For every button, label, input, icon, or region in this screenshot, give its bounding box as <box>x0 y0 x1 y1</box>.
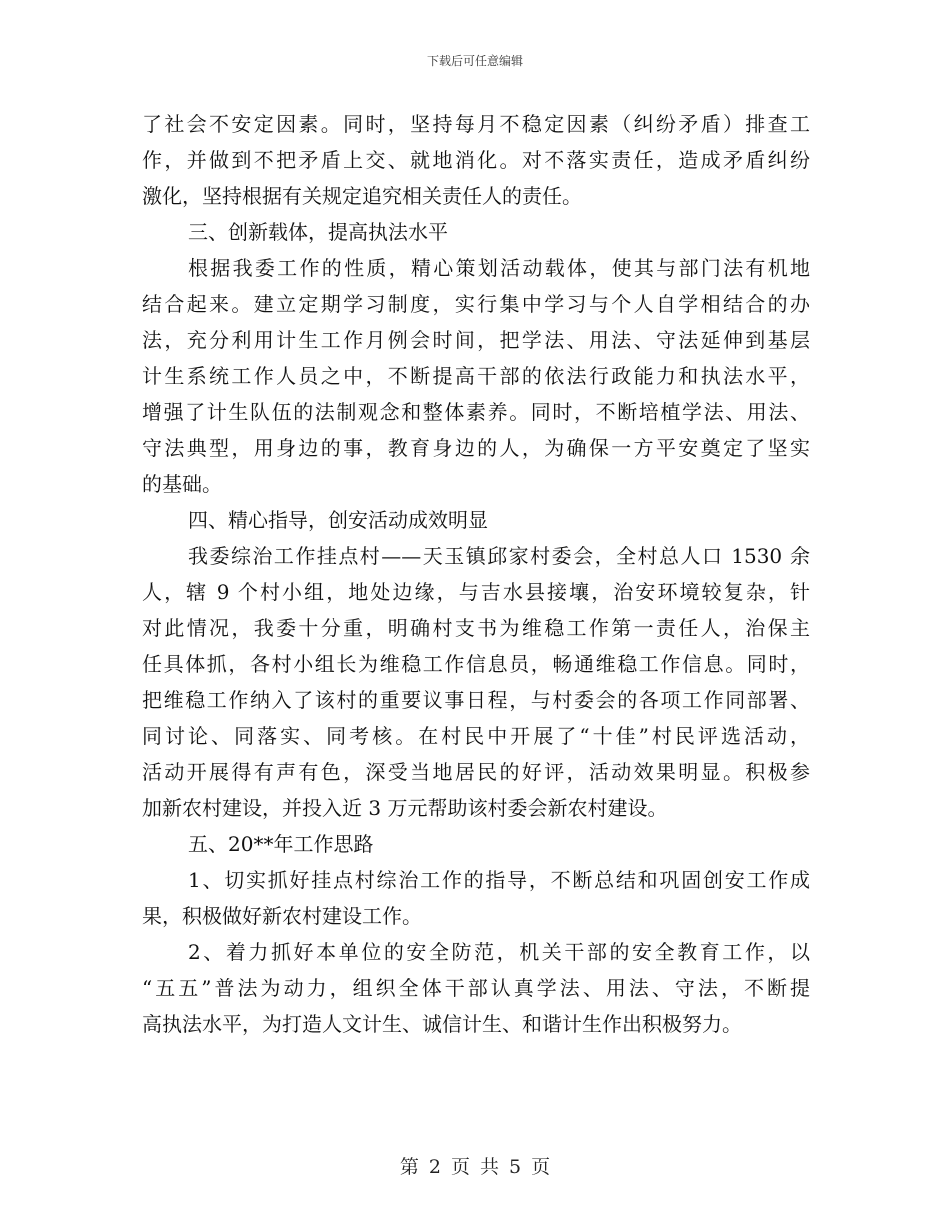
paragraph-line: 根据我委工作的性质，精心策划活动载体，使其与部门法有机地 <box>188 256 810 280</box>
paragraph-line: 人，辖 9 个村小组，地处边缘，与吉水县接壤，治安环境较复杂，针 <box>142 580 810 604</box>
paragraph-line: 结合起来。建立定期学习制度，实行集中学习与个人自学相结合的办 <box>142 292 810 316</box>
paragraph-line: 了社会不安定因素。同时，坚持每月不稳定因素（纠纷矛盾）排查工 <box>142 112 810 136</box>
page-number: 第 2 页 共 5 页 <box>399 1156 551 1178</box>
paragraph-line: 增强了计生队伍的法制观念和整体素养。同时，不断培植学法、用法、 <box>142 400 810 424</box>
paragraph-line: 激化，坚持根据有关规定追究相关责任人的责任。 <box>142 184 582 208</box>
paragraph-line: 把维稳工作纳入了该村的重要议事日程，与村委会的各项工作同部署、 <box>142 688 810 712</box>
paragraph-line: 对此情况，我委十分重，明确村支书为维稳工作第一责任人，治保主 <box>142 616 810 640</box>
paragraph-line: 我委综治工作挂点村——天玉镇邱家村委会，全村总人口 1530 余 <box>188 544 810 568</box>
document-body <box>142 106 810 1042</box>
paragraph-line: 活动开展得有声有色，深受当地居民的好评，活动效果明显。积极参 <box>142 760 810 784</box>
paragraph-line: 果，积极做好新农村建设工作。 <box>142 904 422 928</box>
paragraph-line: 2、着力抓好本单位的安全防范，机关干部的安全教育工作，以 <box>188 940 810 964</box>
paragraph-line: 守法典型，用身边的事，教育身边的人，为确保一方平安奠定了坚实 <box>142 436 810 460</box>
paragraph-line: “五五”普法为动力，组织全体干部认真学法、用法、守法，不断提 <box>142 976 810 1000</box>
section-heading: 四、精心指导，创安活动成效明显 <box>188 508 488 532</box>
paragraph-line: 计生系统工作人员之中，不断提高干部的依法行政能力和执法水平， <box>142 364 810 388</box>
paragraph-line: 任具体抓，各村小组长为维稳工作信息员，畅通维稳工作信息。同时， <box>142 652 810 676</box>
paragraph-line: 1、切实抓好挂点村综治工作的指导，不断总结和巩固创安工作成 <box>188 868 810 892</box>
page-header-note: 下载后可任意编辑 <box>426 54 523 68</box>
section-heading: 三、创新载体，提高执法水平 <box>188 220 448 244</box>
paragraph-line: 高执法水平，为打造人文计生、诚信计生、和谐计生作出积极努力。 <box>142 1012 742 1036</box>
paragraph-line: 同讨论、同落实、同考核。在村民中开展了“十佳”村民评选活动， <box>142 724 810 748</box>
paragraph-line: 法，充分利用计生工作月例会时间，把学法、用法、守法延伸到基层 <box>142 328 810 352</box>
paragraph-line: 的基础。 <box>142 472 222 496</box>
paragraph-line: 加新农村建设，并投入近 3 万元帮助该村委会新农村建设。 <box>142 796 668 820</box>
paragraph-line: 作，并做到不把矛盾上交、就地消化。对不落实责任，造成矛盾纠纷 <box>142 148 810 172</box>
section-heading: 五、20**年工作思路 <box>188 832 374 856</box>
